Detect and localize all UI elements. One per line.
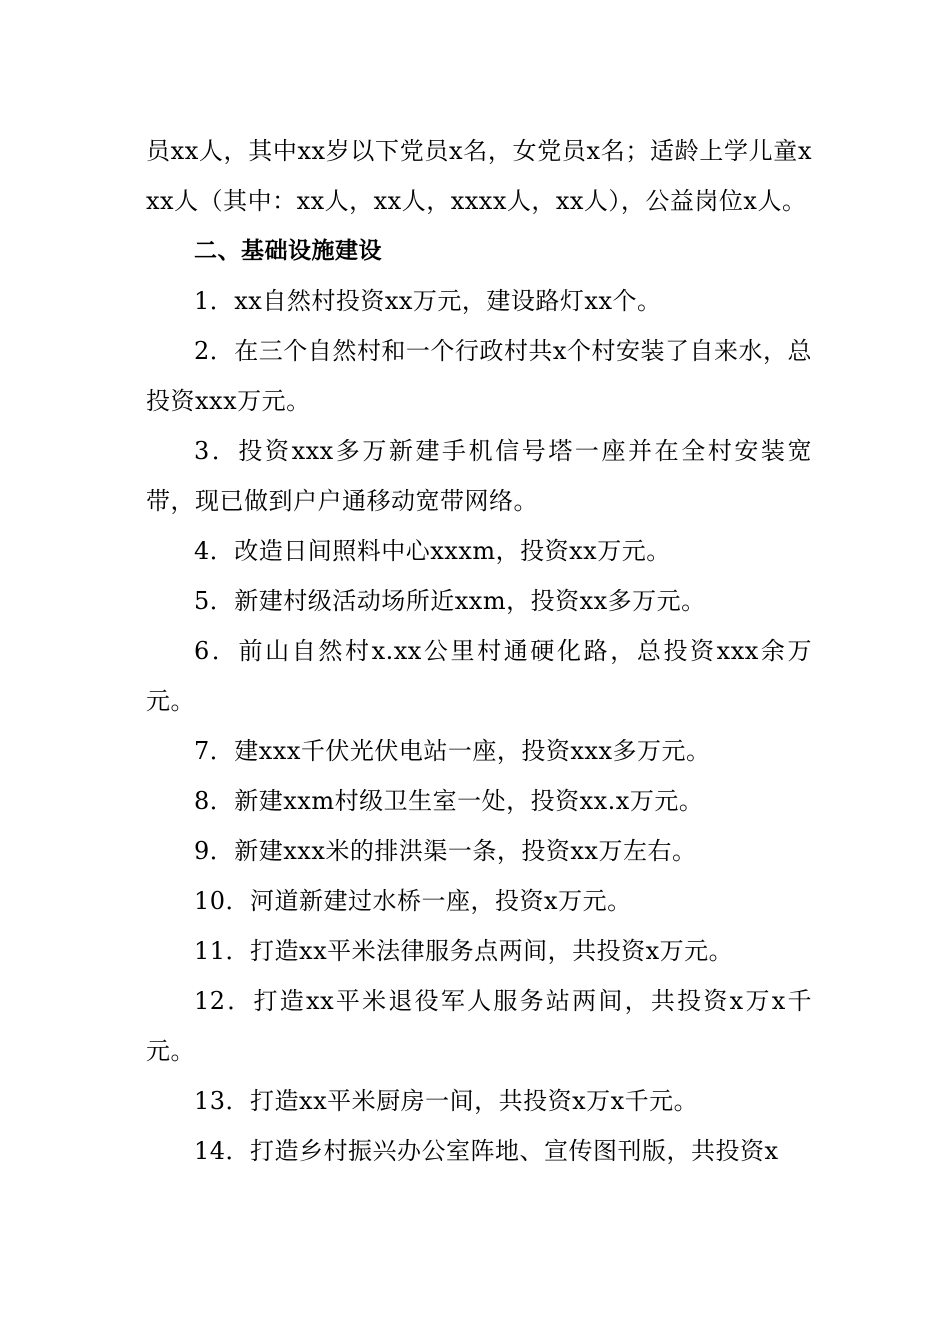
list-item-1: 1．xx自然村投资xx万元，建设路灯xx个。 <box>194 287 662 315</box>
list-item-10: 10．河道新建过水桥一座，投资x万元。 <box>194 887 632 915</box>
list-item-3: 3．投资xxx多万新建手机信号塔一座并在全村安装宽带，现已做到户户通移动宽带网络。 <box>146 437 812 515</box>
list-item-12: 12．打造xx平米退役军人服务站两间，共投资x万x千元。 <box>146 987 812 1065</box>
list-item-8: 8．新建xxm村级卫生室一处，投资xx.x万元。 <box>194 787 704 815</box>
list-item-6: 6．前山自然村x.xx公里村通硬化路，总投资xxx余万元。 <box>146 637 812 715</box>
list-item-5: 5．新建村级活动场所近xxm，投资xx多万元。 <box>194 587 706 615</box>
list-item-4: 4．改造日间照料中心xxxm，投资xx万元。 <box>194 537 671 565</box>
section-heading: 二、基础设施建设 <box>194 238 382 264</box>
list-item-11: 11．打造xx平米法律服务点两间，共投资x万元。 <box>194 937 734 965</box>
list-item-9: 9．新建xxx米的排洪渠一条，投资xx万左右。 <box>194 837 697 865</box>
list-item-13: 13．打造xx平米厨房一间，共投资x万x千元。 <box>194 1087 699 1115</box>
list-item-7: 7．建xxx千伏光伏电站一座，投资xxx多万元。 <box>194 737 711 765</box>
list-item-14: 14．打造乡村振兴办公室阵地、宣传图刊版，共投资x <box>194 1137 779 1165</box>
document-body <box>146 126 812 1176</box>
paragraph-continuation: 员xx人，其中xx岁以下党员x名，女党员x名；适龄上学儿童xxx人（其中：xx人，xx人，xxxx人，xx人），公益岗位x人。 <box>146 137 812 215</box>
list-item-2: 2．在三个自然村和一个行政村共x个村安装了自来水，总投资xxx万元。 <box>146 337 812 415</box>
